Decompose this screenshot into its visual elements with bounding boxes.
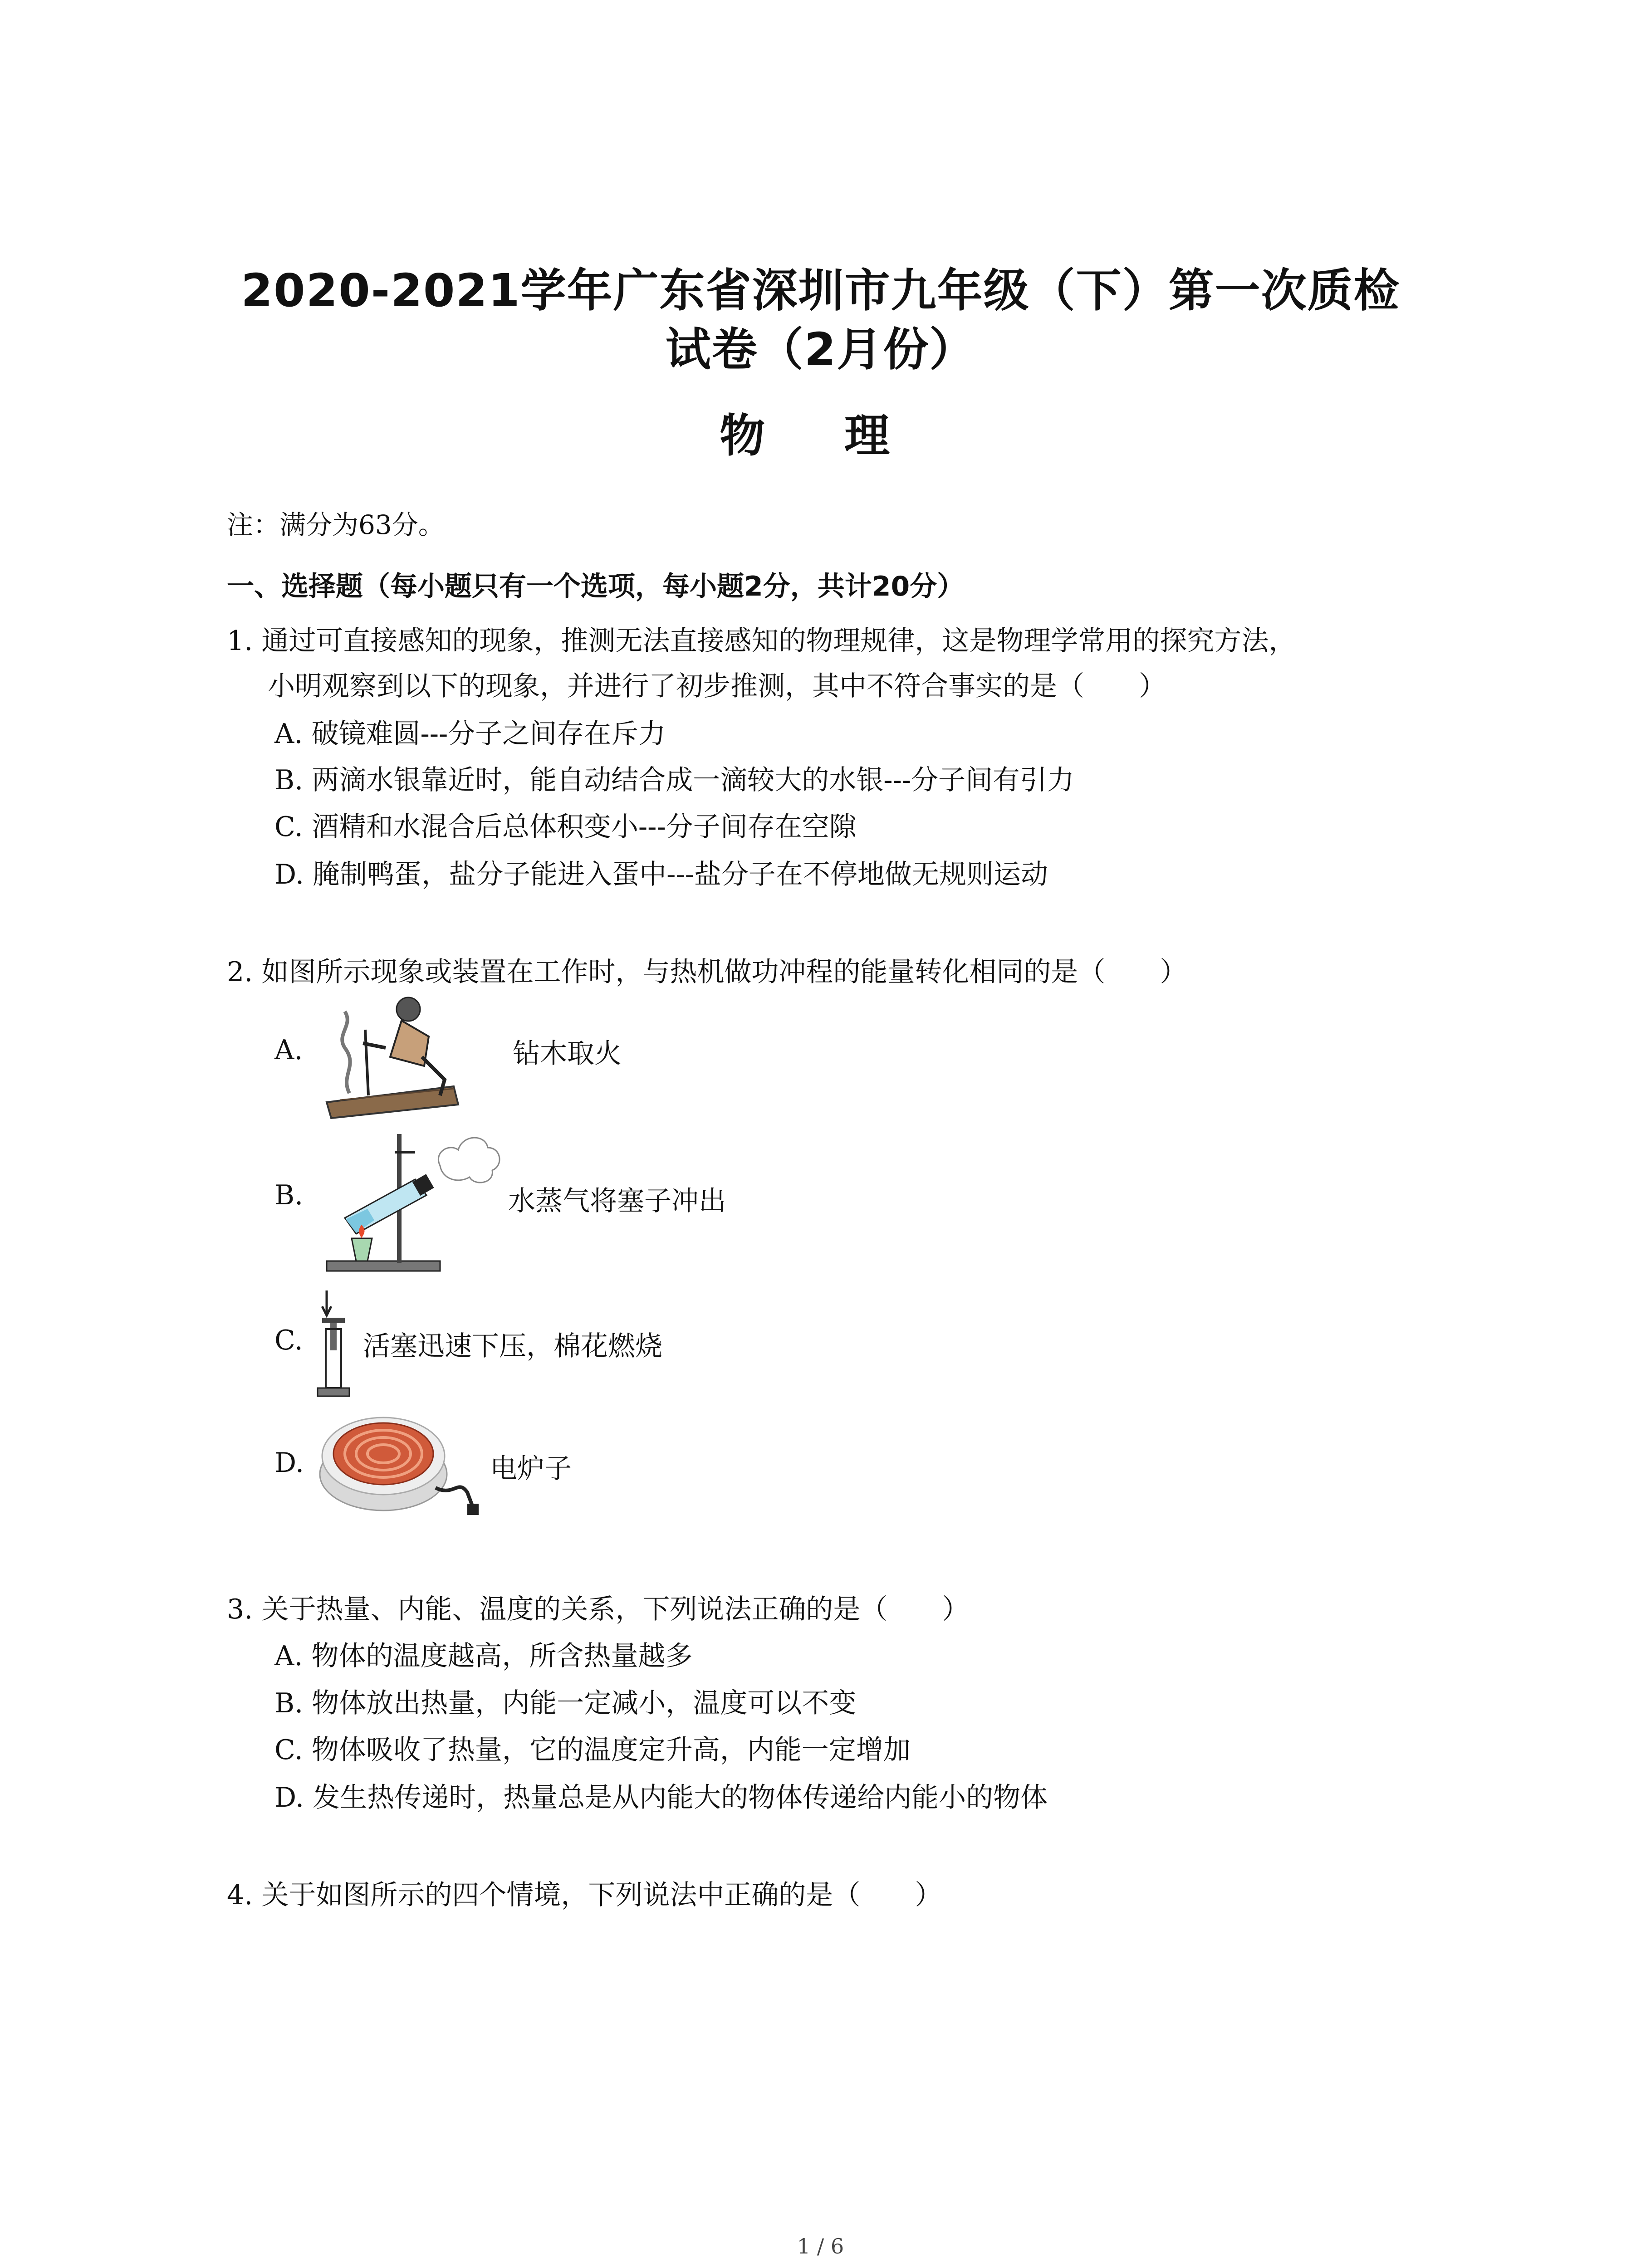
question-2-stem: 2. 如图所示现象或装置在工作时，与热机做功冲程的能量转化相同的是（ ） <box>227 956 1187 988</box>
question-3-option-b: B. 物体放出热量，内能一定减小，温度可以不变 <box>274 1687 857 1719</box>
exam-title-line1: 2020-2021学年广东省深圳市九年级（下）第一次质检 <box>241 264 1400 317</box>
question-3-option-d: D. 发生热传递时，热量总是从内能大的物体传递给内能小的物体 <box>274 1782 1048 1813</box>
question-4-stem: 4. 关于如图所示的四个情境，下列说法中正确的是（ ） <box>227 1879 942 1911</box>
question-2-option-d-caption: 电炉子 <box>490 1453 572 1485</box>
question-1-option-d: D. 腌制鸭蛋，盐分子能进入蛋中---盐分子在不停地做无规则运动 <box>274 859 1048 890</box>
question-1-option-c: C. 酒精和水混合后总体积变小---分子间存在空隙 <box>274 811 857 843</box>
question-2-option-c-caption: 活塞迅速下压，棉花燃烧 <box>363 1330 662 1362</box>
piston-cylinder-figure-icon <box>313 1286 363 1404</box>
question-1-line1: 1. 通过可直接感知的现象，推测无法直接感知的物理规律，这是物理学常用的探究方法， <box>227 625 1296 657</box>
question-2-option-a-caption: 钻木取火 <box>513 1038 622 1070</box>
question-1-option-a: A. 破镜难圆---分子之间存在斥力 <box>274 718 666 750</box>
score-note: 注：满分为63分。 <box>227 509 445 540</box>
test-tube-figure-icon <box>318 1116 508 1279</box>
subject-heading: 物 理 <box>720 409 921 462</box>
question-2-option-b-caption: 水蒸气将塞子冲出 <box>508 1185 726 1217</box>
question-2-option-d-letter: D. <box>274 1447 304 1479</box>
electric-stove-figure-icon <box>318 1406 490 1515</box>
question-3-option-c: C. 物体吸收了热量，它的温度定升高，内能一定增加 <box>274 1734 911 1766</box>
question-3-option-a: A. 物体的温度越高，所含热量越多 <box>274 1640 693 1672</box>
section-heading: 一、选择题（每小题只有一个选项，每小题2分，共计20分） <box>227 571 965 602</box>
question-1-option-b: B. 两滴水银靠近时，能自动结合成一滴较大的水银---分子间有引力 <box>274 764 1075 796</box>
page-number: 1 / 6 <box>797 2234 844 2258</box>
question-1-line2: 小明观察到以下的现象，并进行了初步推测，其中不符合事实的是（ ） <box>268 670 1166 702</box>
exam-title-line2: 试卷（2月份） <box>665 323 976 376</box>
question-2-option-c-letter: C. <box>274 1325 303 1356</box>
question-2-option-a-letter: A. <box>274 1034 303 1066</box>
wood-drilling-figure-icon <box>318 989 463 1120</box>
question-2-option-b-letter: B. <box>274 1179 304 1211</box>
question-3-stem: 3. 关于热量、内能、温度的关系，下列说法正确的是（ ） <box>227 1593 970 1625</box>
